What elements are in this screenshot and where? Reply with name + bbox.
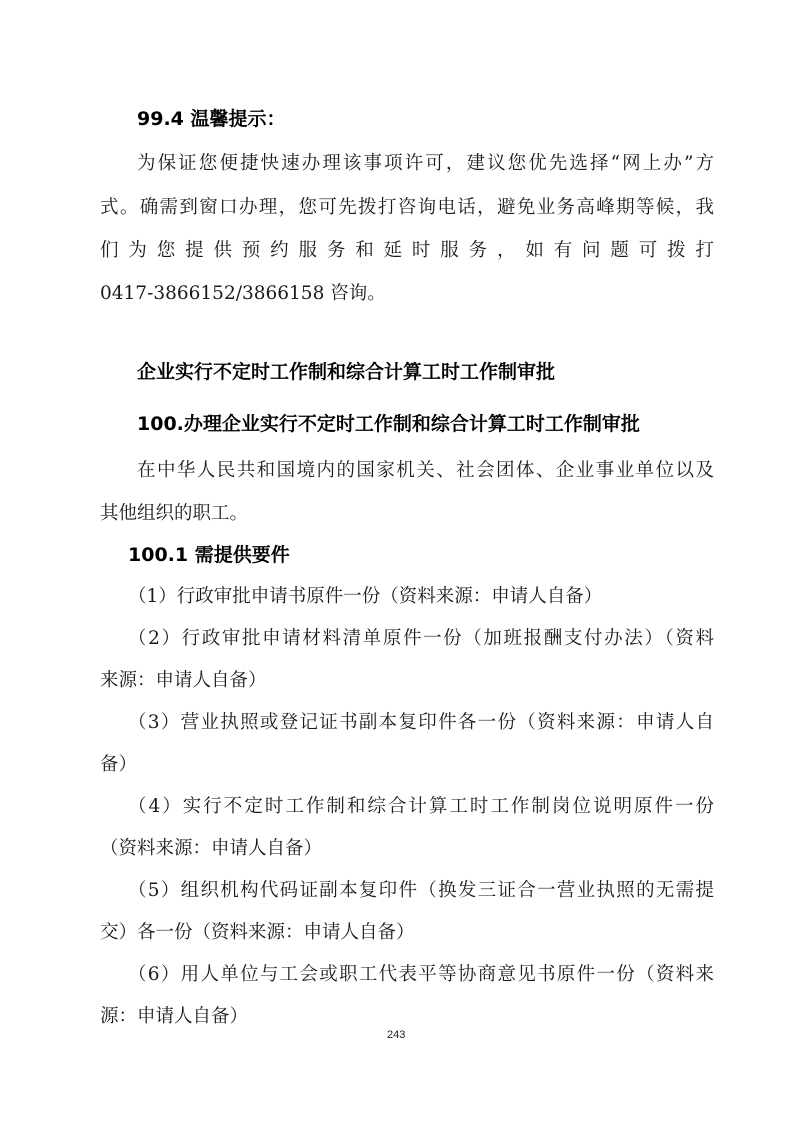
- requirement-line: （2）行政审批申请材料清单原件一份（加班报酬支付办法）（资料: [128, 628, 714, 649]
- paragraph-line: 们为您提供预约服务和延时服务，如有问题可拨打: [100, 240, 714, 261]
- requirement-line: 源：申请人自备）: [100, 1006, 249, 1027]
- requirement-line: 备）: [100, 754, 138, 775]
- paragraph-line: 在中华人民共和国境内的国家机关、社会团体、企业事业单位以及: [137, 460, 714, 481]
- requirement-line: （6）用人单位与工会或职工代表平等协商意见书原件一份（资料来: [128, 964, 714, 985]
- paragraph-line: 为保证您便捷快速办理该事项许可，建议您优先选择“网上办”方: [137, 153, 714, 174]
- requirement-line: （4）实行不定时工作制和综合计算工时工作制岗位说明原件一份: [128, 796, 714, 817]
- page-number: 243: [387, 1029, 406, 1041]
- section-heading-100: 100.办理企业实行不定时工作制和综合计算工时工作制审批: [137, 413, 640, 435]
- paragraph-line: 其他组织的职工。: [100, 503, 249, 524]
- requirement-line: （5）组织机构代码证副本复印件（换发三证合一营业执照的无需提: [128, 880, 714, 901]
- item-title: 企业实行不定时工作制和综合计算工时工作制审批: [137, 361, 556, 383]
- requirement-line: （资料来源：申请人自备）: [100, 838, 323, 859]
- paragraph-line: 式。确需到窗口办理，您可先拨打咨询电话，避免业务高峰期等候，我: [100, 197, 714, 218]
- section-heading-99-4: 99.4 温馨提示：: [137, 108, 286, 130]
- requirement-line: （3）营业执照或登记证书副本复印件各一份（资料来源：申请人自: [128, 712, 714, 733]
- requirement-line: （1）行政审批申请书原件一份（资料来源：申请人自备）: [128, 586, 603, 607]
- paragraph-line: 0417-3866152/3866158 咨询。: [100, 283, 386, 304]
- requirement-line: 来源：申请人自备）: [100, 670, 267, 691]
- requirement-line: 交）各一份（资料来源：申请人自备）: [100, 922, 415, 943]
- section-heading-100-1: 100.1 需提供要件: [128, 544, 290, 566]
